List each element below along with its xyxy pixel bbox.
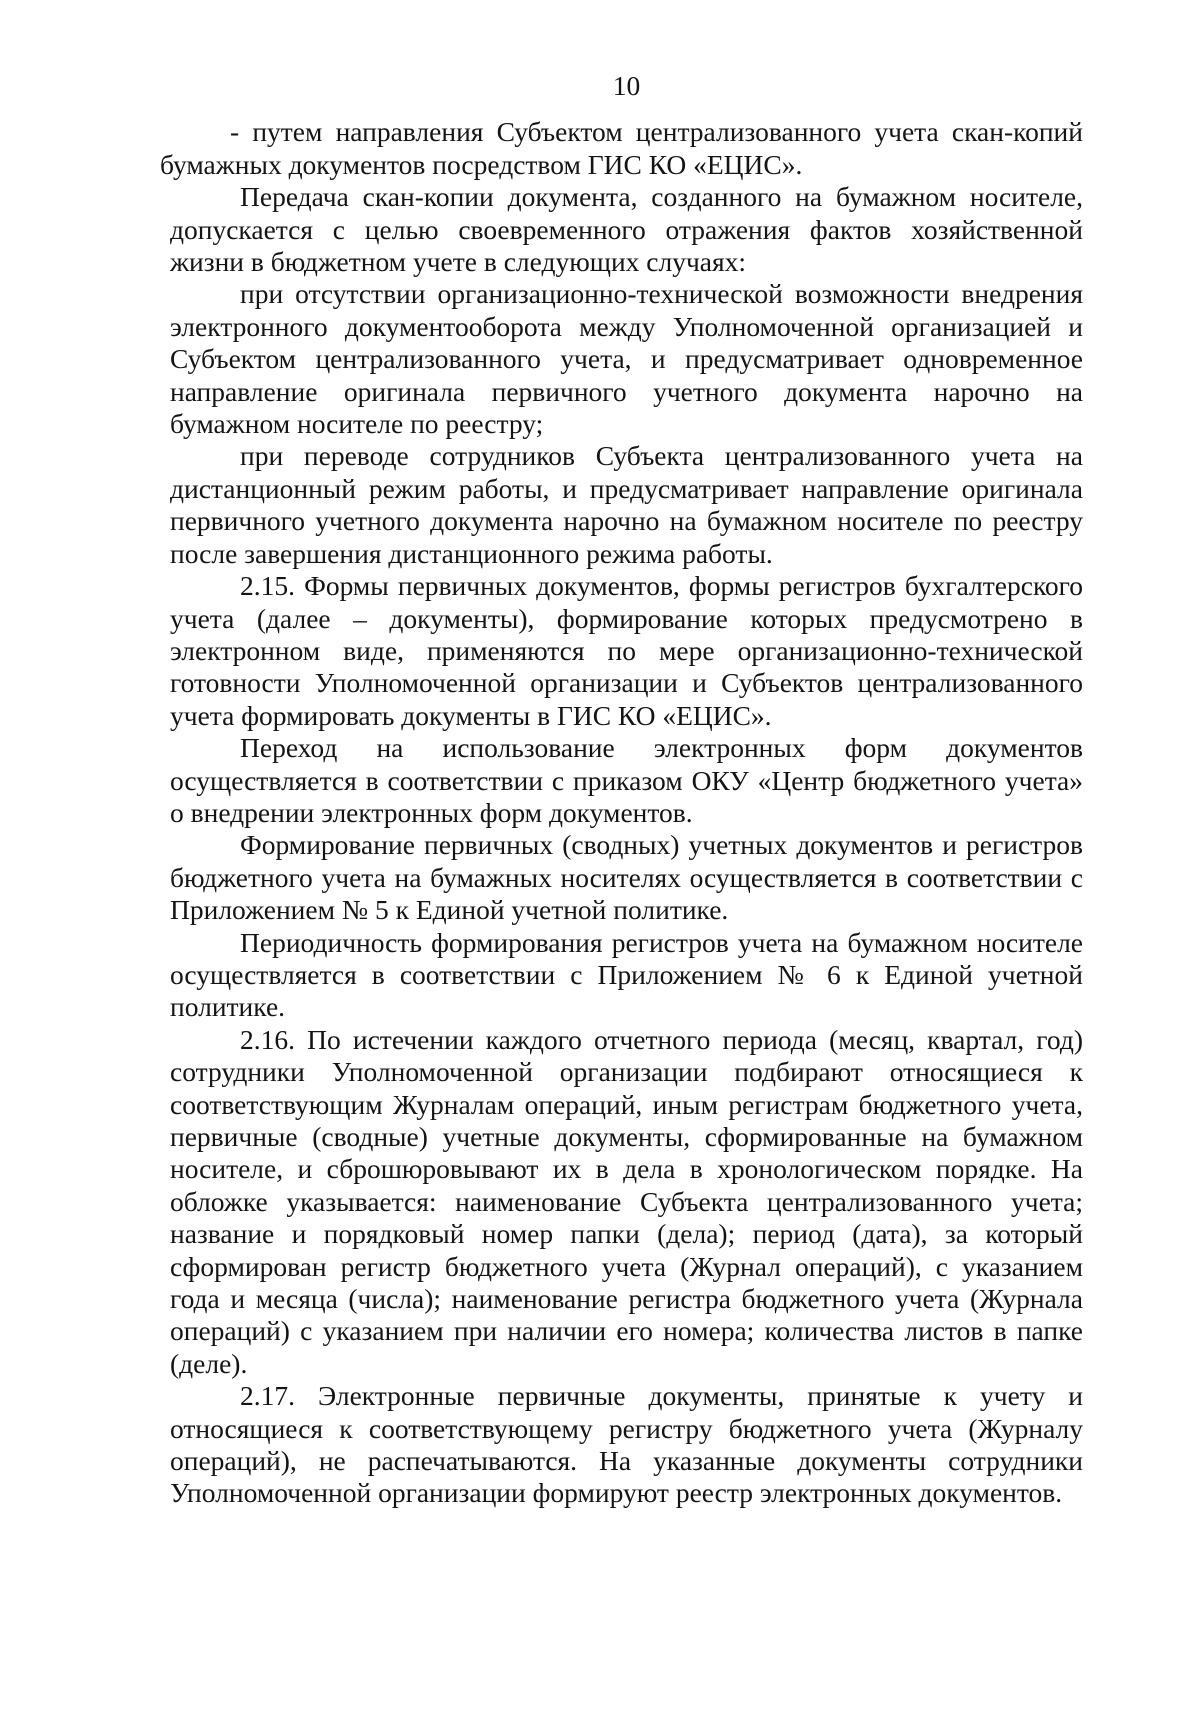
paragraph-electronic-forms-transition: Переход на использование электронных форм документов осуществляется в соответствии с приказом ОКУ «Центр бюджетного учета» о внедрении электронных форм документов. [170, 732, 1083, 828]
page-number: 10 [612, 70, 641, 101]
paragraph-scan-copies-method: - путем направления Субъектом централизованного учета скан-копий бумажных документов посредством ГИС КО «ЕЦИС». [160, 116, 1083, 180]
paragraph-paper-documents-appendix-5: Формирование первичных (сводных) учетных документов и регистров бюджетного учета на бумажных носителях осуществляется в соответствии с Приложением № 5 к Единой учетной политике. [170, 829, 1083, 926]
paragraph-2-17: 2.17. Электронные первичные документы, принятые к учету и относящиеся к соответствующему регистру бюджетного учета (Журналу операций), не распечатываются. На указанные документы сотрудники Уполномоченной организации формируют реестр электронных документов. [170, 1380, 1083, 1509]
paragraph-registers-periodicity-appendix-6: Периодичность формирования регистров учета на бумажном носителе осуществляется в соответствии с Приложением № 6 к Единой учетной политике. [170, 926, 1083, 1023]
paragraph-case-no-edo: при отсутствии организационно-технической возможности внедрения электронного документооборота между Уполномоченной организацией и Субъектом централизованного учета, и предусматривает одновременное направление оригинала первичного учетного документа нарочно на бумажном носителе по реестру; [170, 278, 1083, 440]
document-page [160, 70, 1083, 1510]
paragraph-2-15: 2.15. Формы первичных документов, формы регистров бухгалтерского учета (далее – документы), формирование которых предусмотрено в электронном виде, применяются по мере организационно-технической готовности Уполномоченной организации и Субъектов централизованного учета формировать документы в ГИС КО «ЕЦИС». [170, 570, 1083, 731]
paragraph-2-16: 2.16. По истечении каждого отчетного периода (месяц, квартал, год) сотрудники Уполномоченной организации подбирают относящиеся к соответствующим Журналам операций, иным регистрам бюджетного учета, первичные (сводные) учетные документы, сформированные на бумажном носителе, и сброшюровывают их в дела в хронологическом порядке. На обложке указывается: наименование Субъекта централизованного учета; название и порядковый номер папки (дела); период (дата), за который сформирован регистр бюджетного учета (Журнал операций), с указанием года и месяца (числа); наименование регистра бюджетного учета (Журнала операций) с указанием при наличии его номера; количества листов в папке (деле). [170, 1023, 1083, 1379]
paragraph-case-remote-work: при переводе сотрудников Субъекта централизованного учета на дистанционный режим работы, и предусматривает направление оригинала первичного учетного документа нарочно на бумажном носителе по реестру после завершения дистанционного режима работы. [170, 440, 1083, 569]
paragraph-scan-copy-transfer: Передача скан-копии документа, созданного на бумажном носителе, допускается с целью своевременного отражения фактов хозяйственной жизни в бюджетном учете в следующих случаях: [170, 181, 1083, 278]
